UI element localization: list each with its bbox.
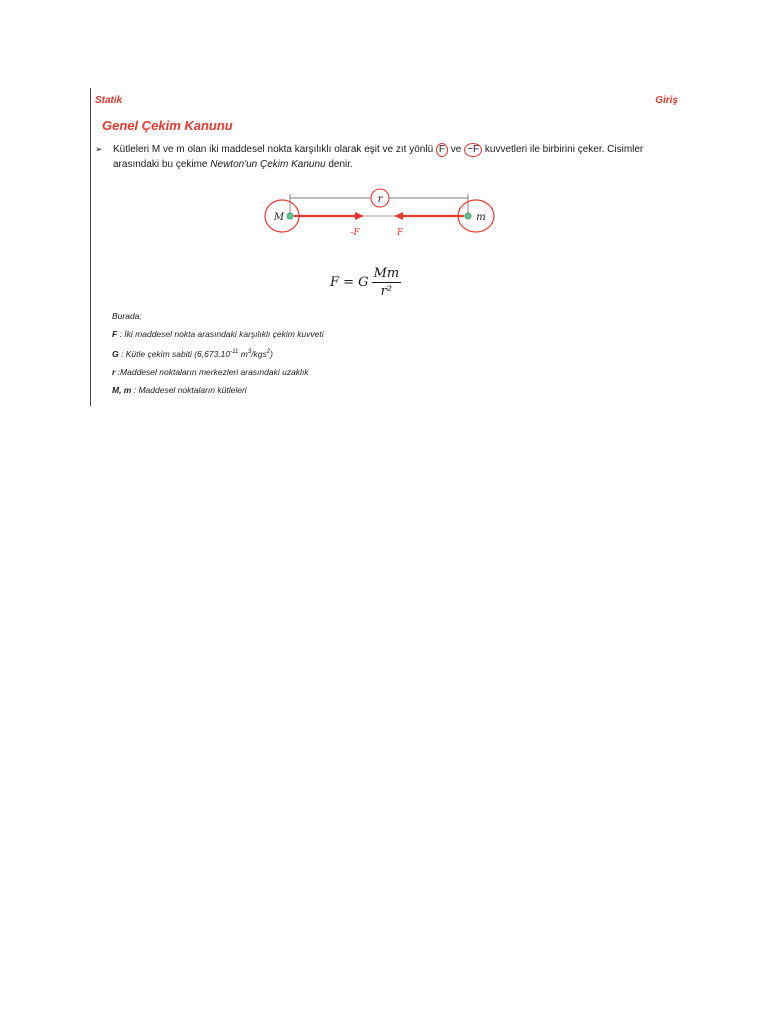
- definitions-intro: Burada;: [112, 311, 142, 321]
- circled-force-f: F: [436, 143, 448, 157]
- label-force-minus-f: -F: [350, 228, 360, 238]
- intro-emphasis: Newton'un Çekim Kanunu: [210, 159, 326, 170]
- circled-force-minus-f: −F: [464, 143, 482, 157]
- force-arrow-right-head: [394, 212, 403, 220]
- formula-lhs: F = G: [330, 274, 369, 290]
- point-mass-m-small: [465, 213, 471, 219]
- page-title: Genel Çekim Kanunu: [102, 118, 233, 133]
- formula-fraction: [372, 265, 402, 300]
- force-arrow-left-head: [355, 212, 364, 220]
- intro-text-2: ve: [448, 144, 465, 155]
- distance-label: r: [377, 194, 383, 205]
- gravity-diagram: [260, 188, 500, 244]
- formula-numerator: Mm: [373, 265, 400, 281]
- slide: [90, 88, 690, 406]
- intro-text-3: kuvvetleri ile birbirini çeker. Cisimler arasındaki bu çekime: [113, 144, 644, 170]
- definitions: [112, 307, 324, 399]
- left-rule: [90, 88, 91, 406]
- definition-masses: M, m : Maddesel noktaların kütleleri: [112, 384, 247, 395]
- definition-f: F : İki maddesel nokta arasındaki karşılıklı çekim kuvveti: [112, 329, 324, 339]
- label-mass-m-small: m: [476, 212, 486, 223]
- gravity-formula: [330, 260, 401, 304]
- intro-text-1: Kütleleri M ve m olan iki maddesel nokta karşılıklı olarak eşit ve zıt yönlü: [113, 144, 436, 155]
- label-force-f: F: [396, 228, 404, 238]
- point-mass-m-large: [287, 213, 293, 219]
- header-left: Statik: [95, 95, 123, 106]
- header-right: Giriş: [655, 95, 678, 106]
- label-mass-m-large: M: [273, 212, 285, 223]
- definition-r: r :Maddesel noktaların merkezleri arasındaki uzaklık: [112, 366, 309, 377]
- intro-text-4: denir.: [325, 159, 353, 170]
- intro-paragraph: [95, 142, 660, 172]
- bullet-arrow-icon: ➢: [95, 144, 103, 154]
- definition-g: G : Kütle çekim sabiti ($6,673.10^{-11}$ $m^3/kgs^2$): [112, 348, 273, 359]
- formula-denominator: r²: [380, 283, 393, 299]
